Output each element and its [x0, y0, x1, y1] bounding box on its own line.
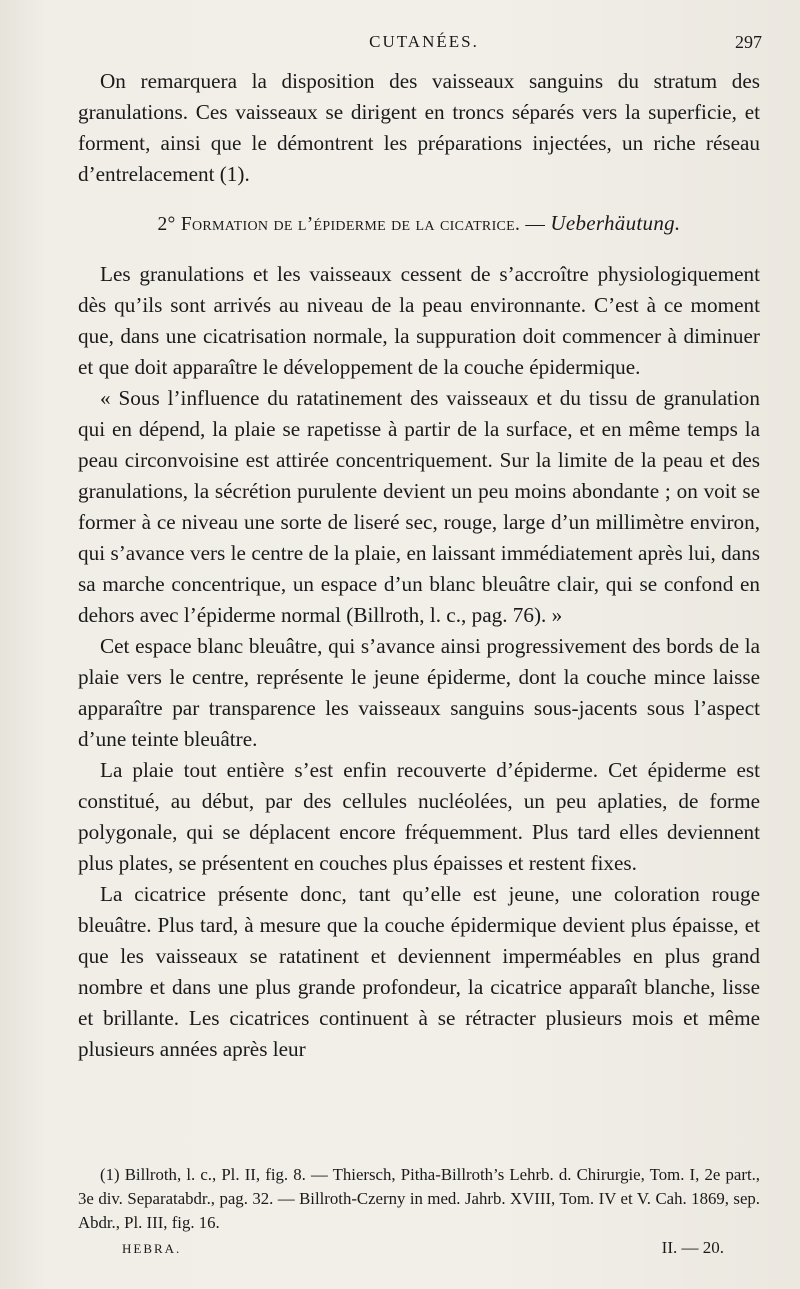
page-number: 297	[735, 32, 762, 52]
paragraph-scar: La cicatrice présente donc, tant qu’elle est jeune, une coloration rouge bleuâtre. Plus tard, à mesure que la couche épidermique devient plus épaisse, et que les vaisseaux se ratatinent et deviennent imperméables en plus grand nombre et dans une plus grande profondeur, la cicatrice apparaît blanche, lisse et brillante. Les cicatrices continuent à se rétracter plusieurs mois et même plusieurs années après leur	[78, 882, 760, 1061]
section-dash: —	[525, 214, 546, 235]
section-title: Formation de l’épiderme de la cicatrice.	[180, 214, 521, 235]
running-head: CUTANÉES.	[369, 32, 479, 51]
section-heading	[78, 208, 760, 240]
page-header	[86, 32, 762, 56]
sheet-mark: II. — 20.	[661, 1238, 724, 1257]
paragraph-epidermis: La plaie tout entière s’est enfin recouverte d’épiderme. Cet épiderme est constitué, au début, par des cellules nucléolées, un peu aplaties, de forme polygonale, qui se déplacent encore fréquemment. Plus tard elles deviennent plus plates, se présentent en couches plus épaisses et restent fixes.	[78, 758, 760, 875]
section-german-term: Ueberhäutung.	[550, 211, 681, 235]
footnote-text: (1) Billroth, l. c., Pl. II, fig. 8. — Thiersch, Pitha-Billroth’s Lehrb. d. Chirurgie, Tom. I, 2e part., 3e div. Separatabdr., pag. 32. — Billroth-Czerny in med. Jahrb. XVIII, Tom. IV et V. Cah. 1869, sep. Abdr., Pl. III, fig. 16.	[78, 1165, 760, 1232]
signature-mark: HEBRA.	[122, 1241, 182, 1256]
paragraph-bluish-space: Cet espace blanc bleuâtre, qui s’avance ainsi progressivement des bords de la plaie vers le centre, représente le jeune épiderme, dont la couche mince laisse apparaître par transparence les vaisseaux sanguins sous-jacents sous l’aspect d’une teinte bleuâtre.	[78, 634, 760, 751]
paragraph-granulations: Les granulations et les vaisseaux cessent de s’accroître physiologiquement dès qu’ils sont arrivés au niveau de la peau environnante. C’est à ce moment que, dans une cicatrisation normale, la suppuration doit commencer à diminuer et que doit apparaître le développement de la couche épidermique.	[78, 262, 760, 379]
paragraph-vessels: On remarquera la disposition des vaisseaux sanguins du stratum des granulations. Ces vaisseaux se dirigent en troncs séparés vers la superficie, et forment, ainsi que le démontrent les préparations injectées, un riche réseau d’entrelacement (1).	[78, 69, 760, 186]
paragraph-quotation: « Sous l’influence du ratatinement des vaisseaux et du tissu de granulation qui en dépend, la plaie se rapetisse à partir de la surface, et en même temps la peau circonvoisine est attirée concentriquement. Sur la limite de la peau et des granulations, la sécrétion purulente devient un peu moins abondante ; on voit se former à ce niveau une sorte de liseré sec, rouge, large d’un millimètre environ, qui s’avance vers le centre de la plaie, en laissant immédiatement après lui, dans sa marche concentrique, un espace d’un blanc bleuâtre clair, qui se confond en dehors avec l’épiderme normal (Billroth, l. c., pag. 76). »	[78, 386, 760, 627]
footnote	[78, 1163, 760, 1235]
body-text	[78, 66, 760, 1065]
section-number: 2°	[157, 214, 176, 235]
